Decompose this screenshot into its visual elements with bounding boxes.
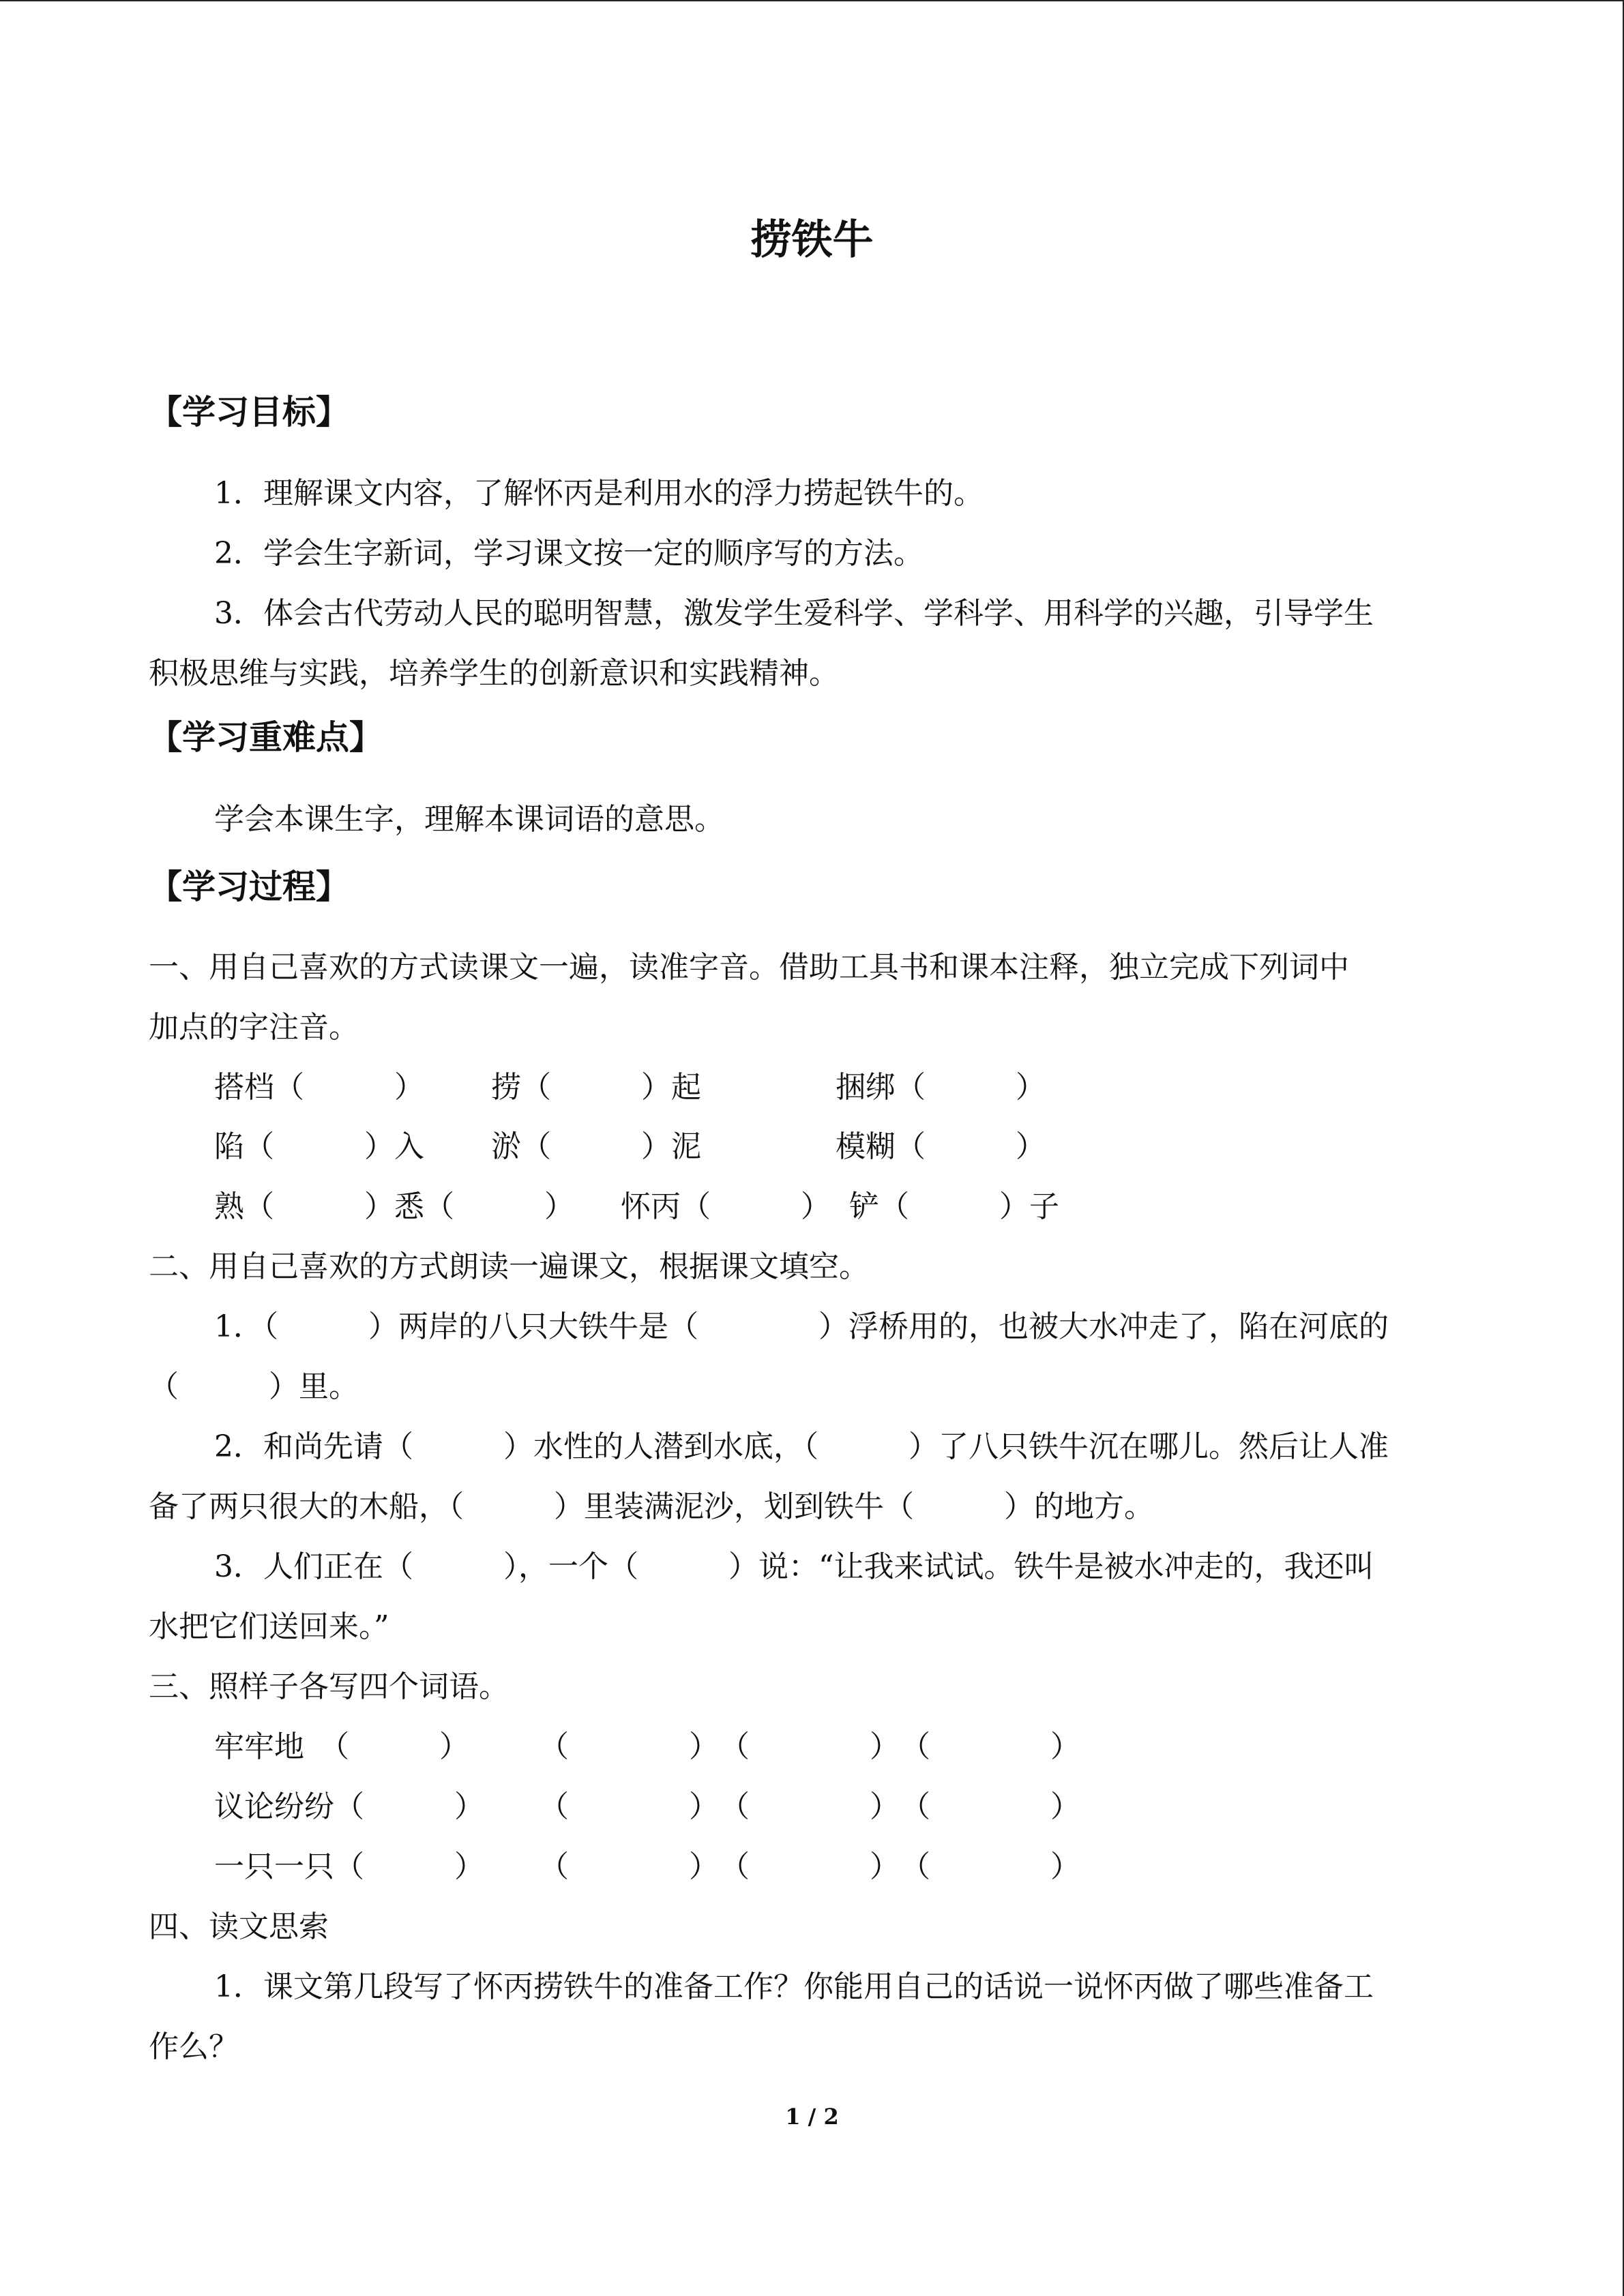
q2-item-3-line-1: 3．人们正在（ ），一个（ ）说：“让我来试试。铁牛是被水冲走的，我还叫: [214, 1549, 1374, 1584]
word-blank: （ ）: [539, 1849, 719, 1884]
word-blank: （ ）: [720, 1729, 900, 1764]
word-blank: （ ）: [900, 1789, 1080, 1824]
goal-item-3-line-2: 积极思维与实践，培养学生的创新意识和实践精神。: [149, 656, 839, 691]
word-blank: （ ）: [720, 1849, 900, 1884]
word-blank: （ ）: [900, 1849, 1080, 1884]
q2-item-3-line-2: 水把它们送回来。”: [149, 1609, 389, 1644]
section-heading-goals: 【学习目标】: [149, 392, 350, 432]
word-row-label: 牢牢地 （ ）: [214, 1729, 469, 1764]
section-heading-key-points: 【学习重难点】: [149, 717, 383, 757]
goal-item-2: 2．学会生字新词，学习课文按一定的顺序写的方法。: [214, 536, 924, 571]
pinyin-item: 搭档（ ）: [214, 1070, 424, 1105]
word-blank: （ ）: [539, 1729, 719, 1764]
page-number: 1 / 2: [785, 2104, 839, 2130]
pinyin-item: 熟（ ）悉（ ）: [214, 1189, 574, 1224]
document-title: 捞铁牛: [750, 216, 874, 264]
q4-heading: 四、读文思索: [149, 1909, 329, 1944]
q2-item-1-line-2: （ ）里。: [149, 1369, 359, 1404]
word-blank: （ ）: [539, 1789, 719, 1824]
page-border-top: [0, 0, 1624, 1]
section-heading-process: 【学习过程】: [149, 867, 350, 906]
goal-item-1: 1．理解课文内容，了解怀丙是利用水的浮力捞起铁牛的。: [214, 476, 984, 511]
pinyin-item: 淤（ ）泥: [491, 1129, 701, 1164]
q1-instruction-line-1: 一、用自己喜欢的方式读课文一遍，读准字音。借助工具书和课本注释，独立完成下列词中: [149, 950, 1349, 985]
word-row-label: 一只一只（ ）: [214, 1849, 484, 1884]
goal-item-3-line-1: 3．体会古代劳动人民的聪明智慧，激发学生爱科学、学科学、用科学的兴趣，引导学生: [214, 596, 1374, 631]
pinyin-item: 陷（ ）入: [214, 1129, 424, 1164]
pinyin-item: 模糊（ ）: [836, 1129, 1046, 1164]
key-points-text: 学会本课生字，理解本课词语的意思。: [214, 802, 724, 837]
q2-item-2-line-1: 2．和尚先请（ ）水性的人潜到水底，（ ）了八只铁牛沉在哪儿。然后让人准: [214, 1429, 1389, 1464]
q2-item-1-line-1: 1．（ ）两岸的八只大铁牛是（ ）浮桥用的，也被大水冲走了，陷在河底的: [214, 1309, 1389, 1344]
pinyin-item: 捆绑（ ）: [836, 1070, 1046, 1105]
q3-heading: 三、照样子各写四个词语。: [149, 1669, 509, 1704]
pinyin-item: 铲（ ）子: [849, 1189, 1059, 1224]
q4-item-1-line-2: 作么？: [149, 2029, 239, 2064]
word-blank: （ ）: [900, 1729, 1080, 1764]
pinyin-item: 捞（ ）起: [491, 1070, 701, 1105]
q2-heading: 二、用自己喜欢的方式朗读一遍课文，根据课文填空。: [149, 1249, 869, 1284]
pinyin-item: 怀丙（ ）: [621, 1189, 831, 1224]
q2-item-2-line-2: 备了两只很大的木船，（ ）里装满泥沙，划到铁牛（ ）的地方。: [149, 1489, 1154, 1524]
word-blank: （ ）: [720, 1789, 900, 1824]
q4-item-1-line-1: 1．课文第几段写了怀丙捞铁牛的准备工作？你能用自己的话说一说怀丙做了哪些准备工: [214, 1969, 1374, 2004]
q1-instruction-line-2: 加点的字注音。: [149, 1010, 359, 1045]
word-row-label: 议论纷纷（ ）: [214, 1789, 484, 1824]
